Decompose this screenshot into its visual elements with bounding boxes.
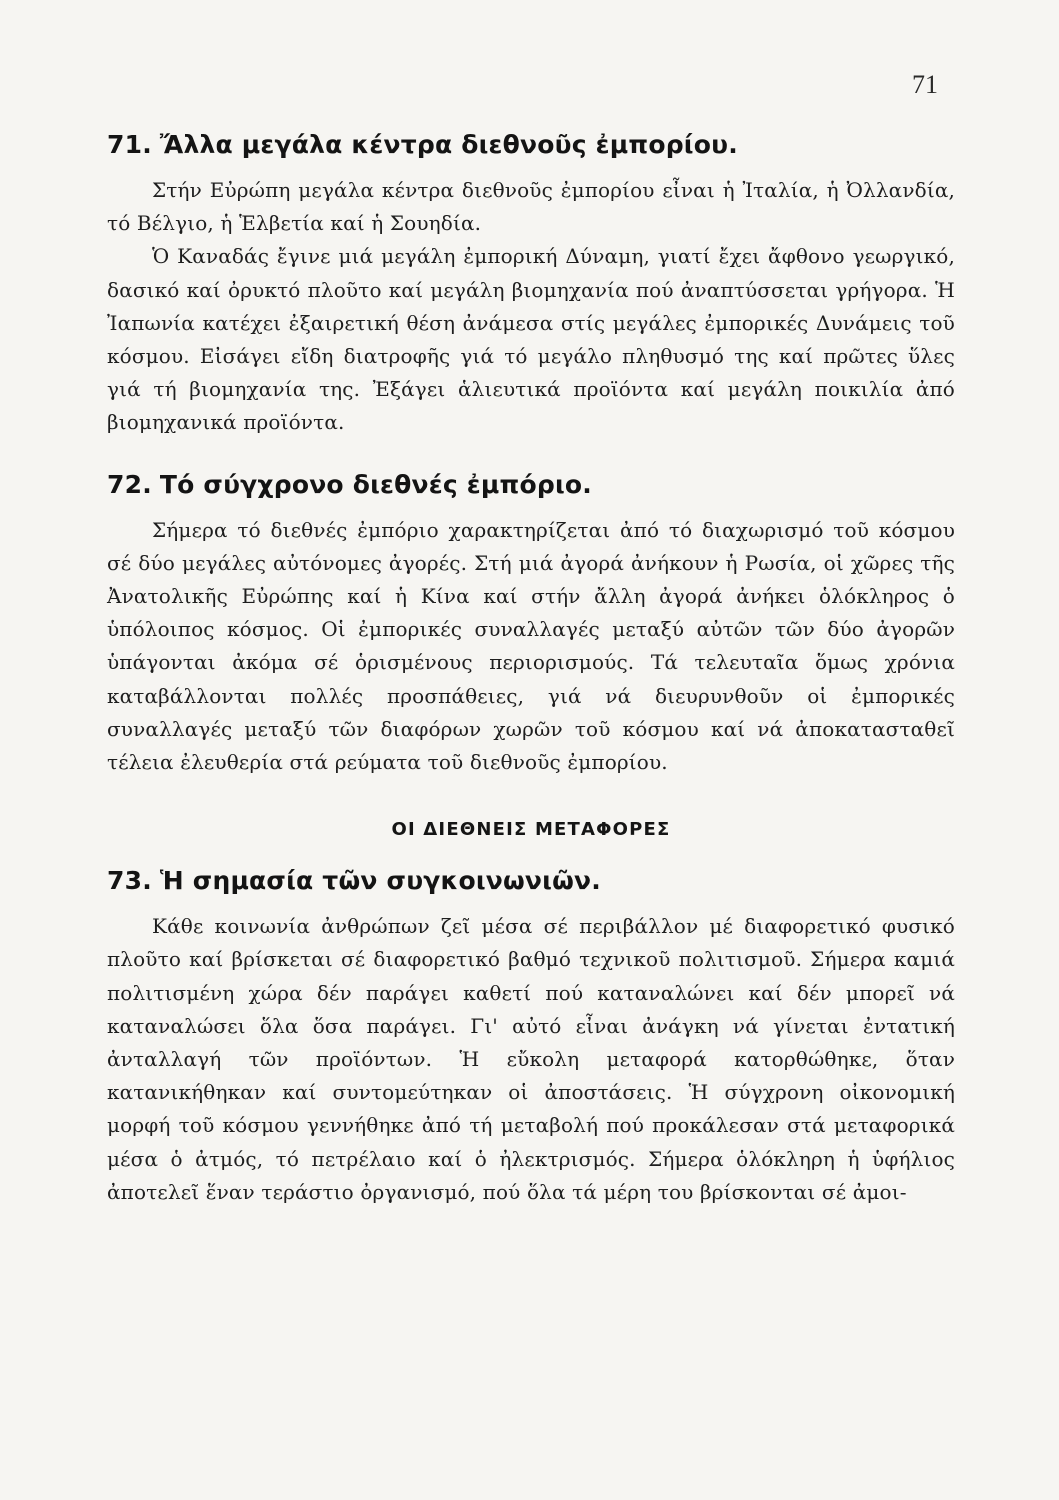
section-71-title: Ἄλλα μεγάλα κέντρα διεθνοῦς ἐμπορίου.	[159, 130, 738, 159]
section-73-number: 73.	[107, 866, 152, 896]
section-71-number: 71.	[107, 130, 152, 159]
section-72-heading	[107, 468, 955, 502]
section-71-paragraph-2: Ὁ Καναδάς ἔγινε μιά μεγάλη ἐμπορική Δύναμη, γιατί ἔχει ἄφθονο γεωργικό, δασικό καί ὀρυκτό πλοῦτο καί μεγάλη βιομηχανία πού ἀναπτύσσεται γρήγορα. Ἡ Ἰαπωνία κατέχει ἐξαιρετική θέση ἀνάμεσα στίς μεγάλες ἐμπορικές Δυνάμεις τοῦ κόσμου. Εἰσάγει εἴδη διατροφῆς γιά τό μεγάλο πληθυσμό της καί πρῶτες ὕλες γιά τή βιομηχανία της. Ἐξάγει ἁλιευτικά προϊόντα καί μεγάλη ποικιλία ἀπό βιομηχανικά προϊόντα.	[107, 244, 955, 435]
page-body	[107, 128, 955, 1209]
section-73-paragraph-1: Κάθε κοινωνία ἀνθρώπων ζεῖ μέσα σέ περιβάλλον μέ διαφορετικό φυσικό πλοῦτο καί βρίσκεται σέ διαφορετικό βαθμό τεχνικοῦ πολιτισμοῦ. Σήμερα καμιά πολιτισμένη χώρα δέν παράγει καθετί πού καταναλώνει καί δέν μπορεῖ νά καταναλώσει ὅλα ὅσα παράγει. Γι' αὐτό εἶναι ἀνάγκη νά γίνεται ἐντατική ἀνταλλαγή τῶν προϊόντων. Ἡ εὔκολη μεταφορά κατορθώθηκε, ὅταν κατανικήθηκαν καί συντομεύτηκαν οἱ ἀποστάσεις. Ἡ σύγχρονη οἰκονομική μορφή τοῦ κόσμου γεννήθηκε ἀπό τή μεταβολή πού προκάλεσαν στά μεταφορικά μέσα ὁ ἀτμός, τό πετρέλαιο καί ὁ ἠλεκτρισμός. Σήμερα ὁλόκληρη ἡ ὑφήλιος ἀποτελεῖ ἕναν τεράστιο ὀργανισμό, πού ὅλα τά μέρη του βρίσκονται σέ ἀμοι-	[107, 914, 955, 1204]
section-71-paragraph-1: Στήν Εὐρώπη μεγάλα κέντρα διεθνοῦς ἐμπορίου εἶναι ἡ Ἰταλία, ἡ Ὀλλανδία, τό Βέλγιο, ἡ Ἑλβετία καί ἡ Σουηδία.	[107, 178, 955, 236]
section-72-number: 72.	[107, 469, 152, 499]
section-73-title: Ἡ σημασία τῶν συγκοινωνιῶν.	[159, 866, 601, 896]
section-73-heading	[107, 864, 955, 898]
chapter-title: ΟΙ ΔΙΕΘΝΕΙΣ ΜΕΤΑΦΟΡΕΣ	[391, 819, 671, 841]
section-72-title: Τό σύγχρονο διεθνές ἐμπόριο.	[159, 469, 592, 499]
section-72-paragraph-1: Σήμερα τό διεθνές ἐμπόριο χαρακτηρίζεται ἀπό τό διαχωρισμό τοῦ κόσμου σέ δύο μεγάλες αὐτόνομες ἀγορές. Στή μιά ἀγορά ἀνήκουν ἡ Ρωσία, οἱ χῶρες τῆς Ἀνατολικῆς Εὐρώπης καί ἡ Κίνα καί στήν ἄλλη ἀγορά ἀνήκει ὁλόκληρος ὁ ὑπόλοιπος κόσμος. Οἱ ἐμπορικές συναλλαγές μεταξύ αὐτῶν τῶν δύο ἀγορῶν ὑπάγονται ἀκόμα σέ ὁρισμένους περιορισμούς. Τά τελευταῖα ὅμως χρόνια καταβάλλονται πολλές προσπάθειες, γιά νά διευρυνθοῦν οἱ ἐμπορικές συναλλαγές μεταξύ τῶν διαφόρων χωρῶν τοῦ κόσμου καί νά ἀποκατασταθεῖ τέλεια ἐλευθερία στά ρεύματα τοῦ διεθνοῦς ἐμπορίου.	[107, 517, 955, 775]
page-number: 71	[912, 70, 938, 99]
section-71-heading	[107, 128, 955, 162]
